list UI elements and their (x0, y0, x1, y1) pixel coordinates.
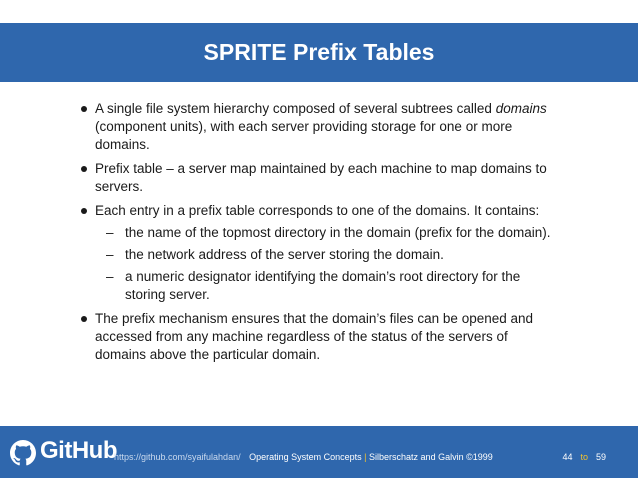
page-indicator (562, 452, 606, 462)
dash-icon: – (106, 225, 114, 240)
footer-separator: | (364, 452, 367, 462)
slide-content (78, 100, 558, 370)
bullet-text: Each entry in a prefix table corresponds to one of the domains. It contains: (95, 203, 540, 218)
github-octocat-icon (10, 440, 36, 466)
bullet-item (78, 310, 558, 364)
sub-list (95, 224, 558, 304)
sub-item (106, 246, 558, 264)
bullet-text: The prefix mechanism ensures that the domain’s files can be opened and accessed from any machine regardless of the status of the servers of domains above the particular domain. (95, 311, 534, 362)
bullet-dot-icon (81, 316, 87, 322)
sub-item-text: the network address of the server storing the domain. (125, 247, 444, 262)
bullet-dot-icon (81, 166, 87, 172)
sub-item (106, 224, 558, 242)
bullet-dot-icon (81, 106, 87, 112)
dash-icon: – (106, 247, 114, 262)
bullet-item (78, 202, 558, 304)
bullet-text: Prefix table – a server map maintained by each machine to map domains to servers. (95, 161, 547, 194)
dash-icon: – (106, 269, 114, 284)
footer-credits (114, 452, 493, 462)
bullet-text: A single file system hierarchy composed of several subtrees called (95, 101, 492, 116)
bullet-text: (component units), with each server providing storage for one or more domains. (95, 119, 513, 152)
bullet-emphasis: domains (495, 101, 547, 116)
footer-authors: Silberschatz and Galvin ©1999 (369, 452, 493, 462)
slide-title: SPRITE Prefix Tables (203, 39, 435, 65)
footer-course: Operating System Concepts (249, 452, 362, 462)
page-to: to (580, 452, 588, 462)
page-total: 59 (595, 452, 606, 462)
github-logo-text: GitHub (40, 437, 117, 464)
sub-item-text: the name of the topmost directory in the domain (prefix for the domain). (125, 225, 551, 240)
footer-url-link[interactable]: https://github.com/syaifulahdan/ (114, 452, 241, 462)
sub-item (106, 268, 558, 304)
footer-bar (0, 426, 638, 478)
bullet-item (78, 160, 558, 196)
title-bar (0, 23, 638, 82)
bullet-dot-icon (81, 208, 87, 214)
sub-item-text: a numeric designator identifying the domain’s root directory for the storing server. (125, 269, 521, 302)
bullet-item (78, 100, 558, 154)
page-current: 44 (562, 452, 573, 462)
